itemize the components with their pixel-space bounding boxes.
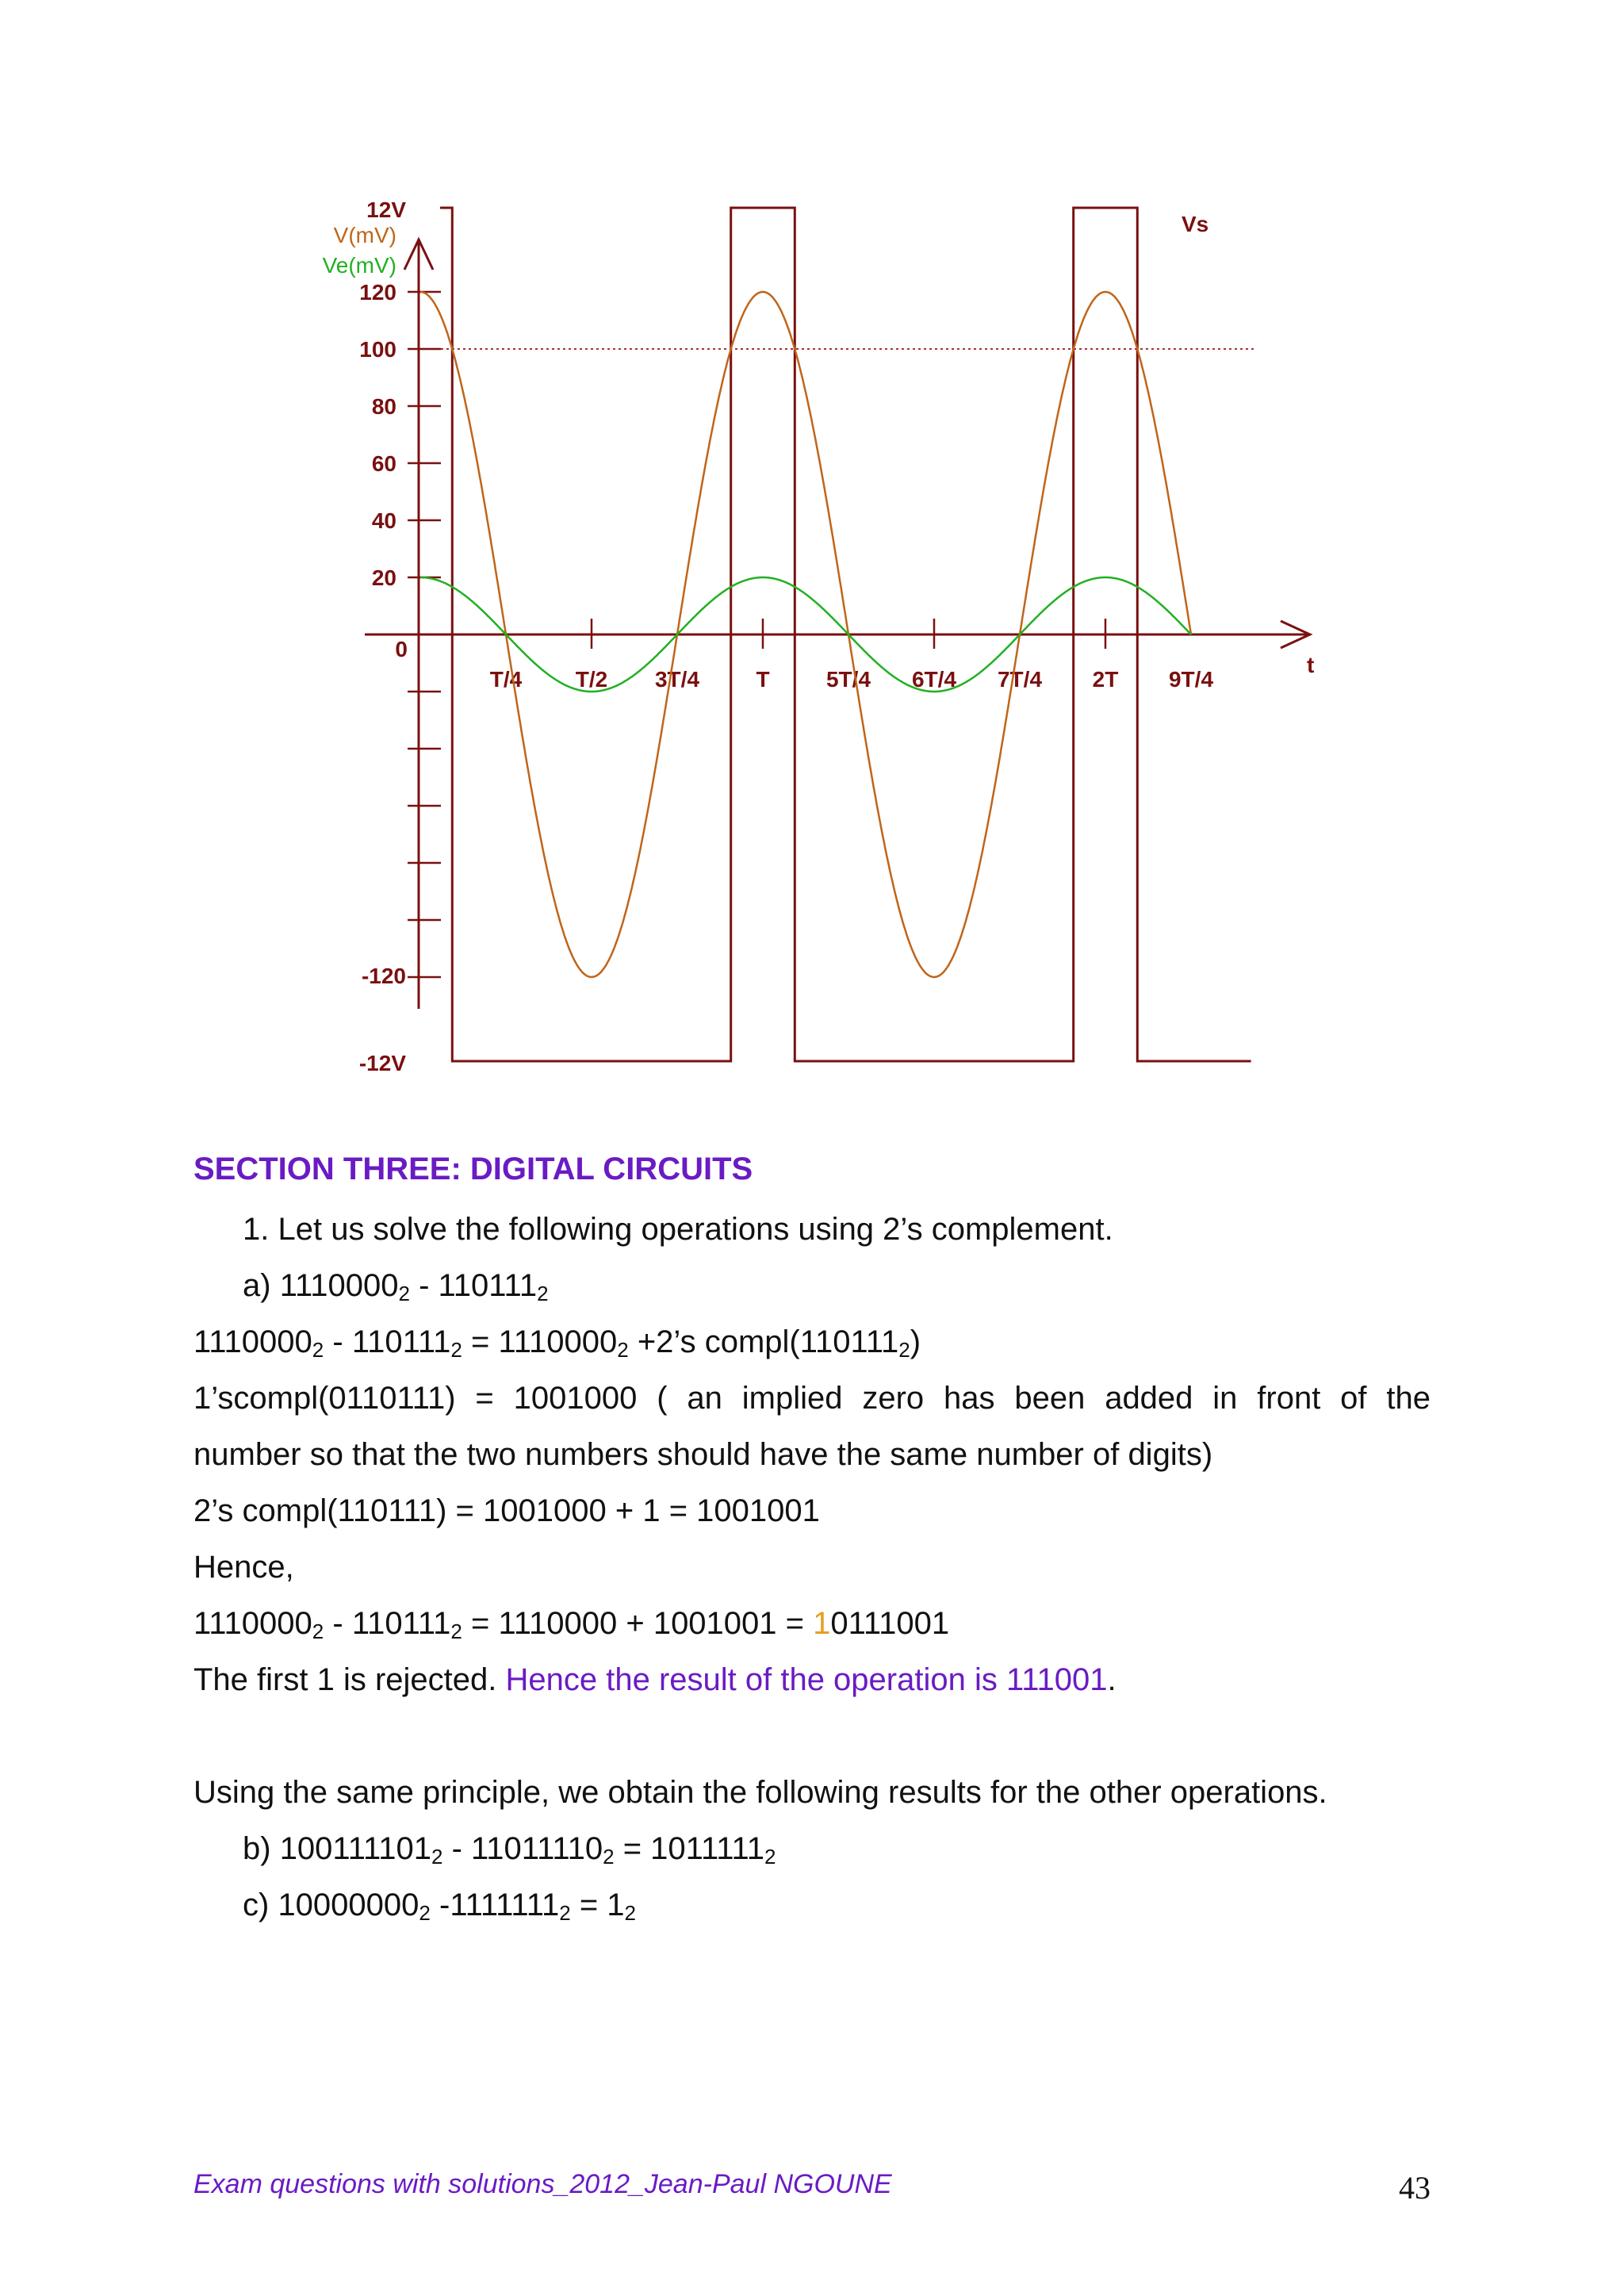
line-7: Using the same principle, we obtain the following results for the other operations. xyxy=(193,1775,1327,1810)
item-b: b) $100111101_2 - 11011110_2 = 1011111_2$ xyxy=(243,1831,776,1869)
item-a: a) $1110000_2 - 110111_2$ xyxy=(243,1268,549,1305)
x-tick-label: 6T/4 xyxy=(911,667,957,692)
label-ve-series: Ve(mV) xyxy=(322,253,396,278)
label-t-axis: t xyxy=(1307,653,1315,677)
x-tick-label: 3T/4 xyxy=(654,667,700,692)
waveform-figure xyxy=(0,0,1624,1110)
line-5: $1110000_2 - 110111_2 = 1110000 + 1001001 = 10111001$ xyxy=(193,1606,950,1643)
y-tick-label: 20 xyxy=(371,565,396,590)
x-tick-label: 7T/4 xyxy=(997,667,1043,692)
label-neg12v: -12V xyxy=(358,1051,406,1075)
page-number: 43 xyxy=(1399,2170,1431,2206)
line-4: Hence, xyxy=(193,1550,294,1585)
x-tick-label: 2T xyxy=(1092,667,1119,692)
label-12v: 12V xyxy=(366,197,406,222)
label-v-series: V(mV) xyxy=(333,223,396,247)
item-1: 1. Let us solve the following operations using 2’s complement. xyxy=(243,1212,1113,1247)
section-title: SECTION THREE: DIGITAL CIRCUITS xyxy=(193,1152,753,1186)
x-tick-label: T xyxy=(756,667,770,692)
y-tick-label: 120 xyxy=(359,280,396,305)
y-tick-label: 40 xyxy=(371,508,396,533)
label-neg120: -120 xyxy=(361,964,406,988)
line-6: The first 1 is rejected. Hence the result of the operation is 111001. xyxy=(193,1662,1116,1697)
x-tick-label: T/4 xyxy=(489,667,523,692)
label-vs: Vs xyxy=(1182,212,1209,236)
line-1: $1110000_2 - 110111_2 = 1110000_2$ +2’s $compl(110111_2)$ xyxy=(193,1324,921,1362)
x-tick-label: T/2 xyxy=(575,667,608,692)
line-2a: 1’scompl(0110111) = 1001000 ( an implied zero has been added in front of the xyxy=(193,1381,1431,1416)
line-2b: number so that the two numbers should have the same number of digits) xyxy=(193,1437,1213,1472)
line-3: 2’s compl(110111) = 1001000 + 1 = 1001001 xyxy=(193,1493,820,1528)
x-tick-label: 5T/4 xyxy=(825,667,871,692)
y-tick-label: 80 xyxy=(371,394,396,419)
label-origin: 0 xyxy=(395,637,408,661)
footer-text: Exam questions with solutions_2012_Jean-Paul NGOUNE xyxy=(193,2169,892,2199)
item-c: c) $10000000_2$ $-1111111_2 = 1_2$ xyxy=(243,1888,637,1925)
x-tick-label: 9T/4 xyxy=(1168,667,1214,692)
y-ticks xyxy=(359,280,441,977)
y-tick-label: 100 xyxy=(359,337,396,362)
y-tick-label: 60 xyxy=(371,451,396,476)
